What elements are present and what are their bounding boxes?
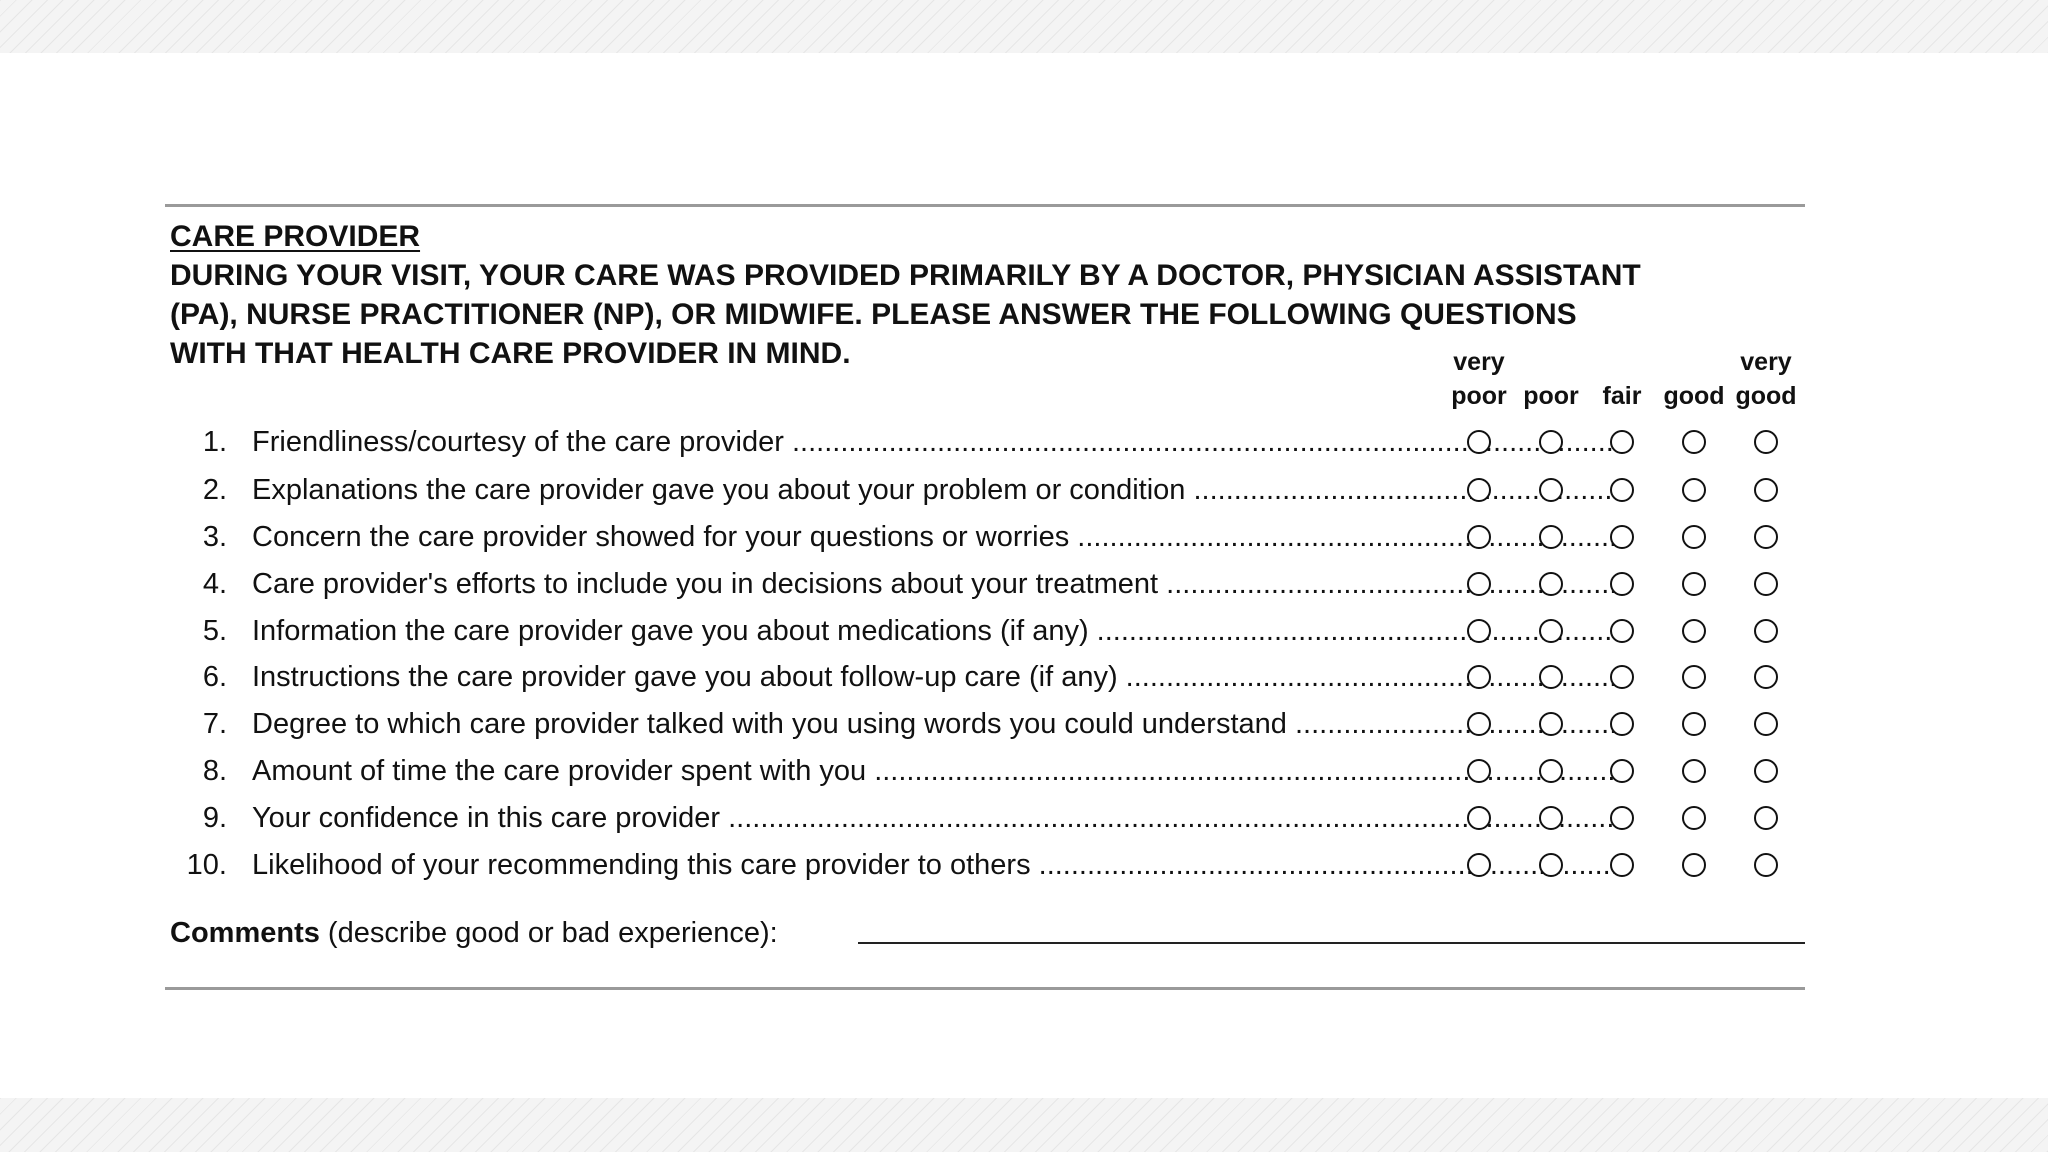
question-row <box>170 704 1810 744</box>
rating-radio-5[interactable] <box>1754 572 1778 596</box>
question-text: Degree to which care provider talked with you using words you could understand ..... <box>252 704 1620 744</box>
rating-radio-1[interactable] <box>1467 759 1491 783</box>
question-number: 10. <box>186 849 227 881</box>
rating-radio-1[interactable] <box>1467 712 1491 736</box>
rating-radio-1[interactable] <box>1467 525 1491 549</box>
rating-radio-1[interactable] <box>1467 478 1491 502</box>
instructions-line-3: WITH THAT HEALTH CARE PROVIDER IN MIND. <box>170 337 851 370</box>
rating-radio-3[interactable] <box>1610 525 1634 549</box>
scale-label-line1: very <box>1740 348 1792 376</box>
question-number: 2. <box>202 474 227 506</box>
question-number: 1. <box>202 426 227 458</box>
rating-radio-1[interactable] <box>1467 806 1491 830</box>
rating-radio-4[interactable] <box>1682 572 1706 596</box>
rating-radio-2[interactable] <box>1539 665 1563 689</box>
rating-radio-3[interactable] <box>1610 665 1634 689</box>
question-number: 5. <box>202 615 227 647</box>
rating-radio-2[interactable] <box>1539 759 1563 783</box>
question-text: Friendliness/courtesy of the care provider ..... <box>252 422 1620 462</box>
rating-radio-3[interactable] <box>1610 430 1634 454</box>
question-row <box>170 798 1810 838</box>
rating-radio-3[interactable] <box>1610 619 1634 643</box>
question-row <box>170 470 1810 510</box>
comments-prompt <box>170 913 778 953</box>
scale-label-line2: good <box>1663 382 1725 410</box>
top-divider <box>165 204 1805 207</box>
question-number: 8. <box>202 755 227 787</box>
question-number: 9. <box>202 802 227 834</box>
rating-radio-4[interactable] <box>1682 712 1706 736</box>
question-number: 7. <box>202 708 227 740</box>
rating-radio-1[interactable] <box>1467 572 1491 596</box>
rating-radio-3[interactable] <box>1610 853 1634 877</box>
rating-radio-4[interactable] <box>1682 806 1706 830</box>
question-row <box>170 845 1810 885</box>
rating-radio-4[interactable] <box>1682 525 1706 549</box>
question-text: Care provider's efforts to include you in decisions about your treatment ..... <box>252 564 1620 604</box>
rating-radio-3[interactable] <box>1610 806 1634 830</box>
rating-radio-2[interactable] <box>1539 478 1563 502</box>
comments-hint: (describe good or bad experience): <box>319 917 778 949</box>
question-row <box>170 751 1810 791</box>
rating-radio-5[interactable] <box>1754 759 1778 783</box>
rating-radio-3[interactable] <box>1610 572 1634 596</box>
scale-label-line2: poor <box>1451 382 1507 410</box>
rating-radio-5[interactable] <box>1754 712 1778 736</box>
question-text: Information the care provider gave you about medications (if any) ..... <box>252 611 1620 651</box>
rating-radio-1[interactable] <box>1467 619 1491 643</box>
rating-radio-4[interactable] <box>1682 665 1706 689</box>
rating-radio-2[interactable] <box>1539 525 1563 549</box>
question-text: Amount of time the care provider spent with you ..... <box>252 751 1620 791</box>
instructions-line-1: DURING YOUR VISIT, YOUR CARE WAS PROVIDED PRIMARILY BY A DOCTOR, PHYSICIAN ASSISTANT <box>170 259 1641 292</box>
scale-label-5 <box>1730 345 1802 413</box>
scale-label-line1 <box>1586 345 1658 379</box>
rating-radio-1[interactable] <box>1467 430 1491 454</box>
question-number: 4. <box>202 568 227 600</box>
rating-radio-5[interactable] <box>1754 665 1778 689</box>
rating-radio-4[interactable] <box>1682 430 1706 454</box>
scale-label-line2: poor <box>1523 382 1579 410</box>
rating-radio-1[interactable] <box>1467 665 1491 689</box>
top-margin-pattern <box>0 0 2048 53</box>
rating-radio-5[interactable] <box>1754 619 1778 643</box>
question-text: Your confidence in this care provider ..... <box>252 798 1620 838</box>
bottom-margin-pattern <box>0 1098 2048 1152</box>
question-text: Likelihood of your recommending this care provider to others ..... <box>252 845 1620 885</box>
scale-label-line1: very <box>1453 348 1505 376</box>
question-row <box>170 517 1810 557</box>
rating-radio-1[interactable] <box>1467 853 1491 877</box>
question-row <box>170 564 1810 604</box>
question-text: Concern the care provider showed for your questions or worries ..... <box>252 517 1620 557</box>
instructions-line-2: (PA), NURSE PRACTITIONER (NP), OR MIDWIFE. PLEASE ANSWER THE FOLLOWING QUESTIONS <box>170 298 1577 331</box>
rating-radio-5[interactable] <box>1754 478 1778 502</box>
rating-radio-4[interactable] <box>1682 478 1706 502</box>
scale-label-line1 <box>1515 345 1587 379</box>
rating-radio-2[interactable] <box>1539 806 1563 830</box>
rating-radio-2[interactable] <box>1539 853 1563 877</box>
question-text: Instructions the care provider gave you about follow-up care (if any) ..... <box>252 657 1620 697</box>
question-number: 6. <box>202 661 227 693</box>
comments-input-line[interactable] <box>858 942 1805 944</box>
rating-radio-4[interactable] <box>1682 759 1706 783</box>
rating-radio-2[interactable] <box>1539 619 1563 643</box>
rating-radio-5[interactable] <box>1754 525 1778 549</box>
question-row <box>170 611 1810 651</box>
question-number: 3. <box>202 521 227 553</box>
rating-radio-3[interactable] <box>1610 759 1634 783</box>
scale-label-line2: good <box>1735 382 1797 410</box>
comments-label: Comments <box>170 917 320 949</box>
scale-label-1 <box>1443 345 1515 413</box>
question-text: Explanations the care provider gave you about your problem or condition ..... <box>252 470 1620 510</box>
scale-label-line2: fair <box>1602 382 1642 410</box>
rating-radio-5[interactable] <box>1754 806 1778 830</box>
scale-label-line1 <box>1658 345 1730 379</box>
rating-radio-3[interactable] <box>1610 712 1634 736</box>
scale-label-3 <box>1586 345 1658 413</box>
rating-radio-5[interactable] <box>1754 853 1778 877</box>
scale-label-2 <box>1515 345 1587 413</box>
rating-radio-2[interactable] <box>1539 430 1563 454</box>
rating-radio-4[interactable] <box>1682 853 1706 877</box>
rating-radio-3[interactable] <box>1610 478 1634 502</box>
rating-radio-2[interactable] <box>1539 712 1563 736</box>
bottom-divider <box>165 987 1805 990</box>
scale-label-4 <box>1658 345 1730 413</box>
section-title: CARE PROVIDER <box>170 220 421 253</box>
rating-radio-5[interactable] <box>1754 430 1778 454</box>
rating-radio-2[interactable] <box>1539 572 1563 596</box>
question-row <box>170 422 1810 462</box>
question-row <box>170 657 1810 697</box>
rating-radio-4[interactable] <box>1682 619 1706 643</box>
